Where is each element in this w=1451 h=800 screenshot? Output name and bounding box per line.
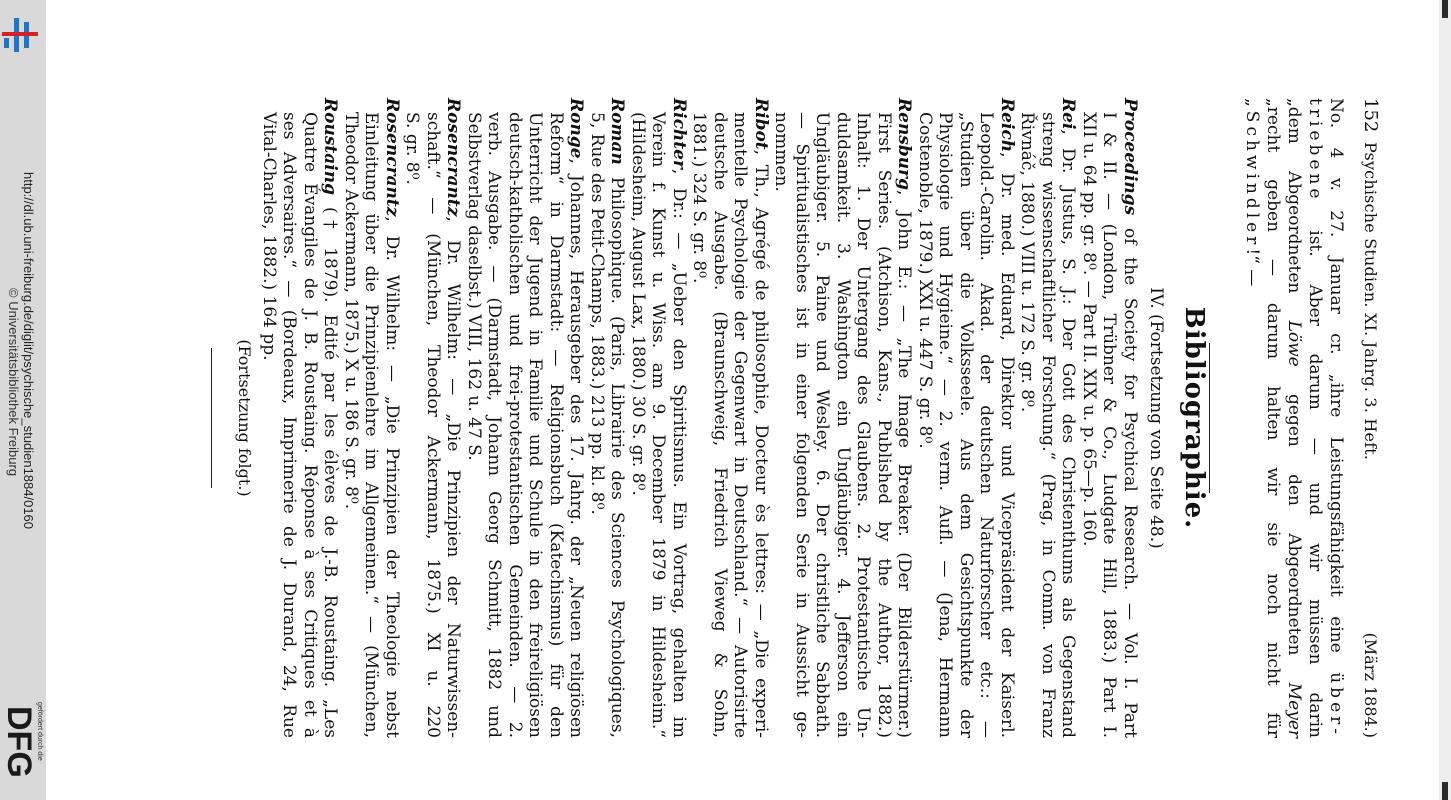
entry-line (361, 112, 382, 738)
intro-line: „dem Abgeordneten Löwe gegen den Abgeordneten Meyer (1284, 98, 1304, 739)
entry-text: 1881.) 324 S. gr. 8⁰. (689, 112, 710, 284)
continued-note: (Fortsetzung folgt.) (235, 339, 255, 497)
entry-text: deutsche Ausgabe. (Braunschweig, Friedrich Vieweg & Sohn, (710, 112, 730, 738)
entry-line (1038, 112, 1059, 738)
entry-line (935, 112, 956, 738)
entry-line (279, 112, 300, 738)
entry-text: Ungläubiger. 5. Paine und Wesley. 6. Der christliche Sabbath. (812, 112, 833, 738)
entry-line (751, 98, 772, 738)
entry-line (730, 112, 751, 738)
entry-line (792, 112, 813, 738)
entry-text: , Johannes, Herausgeber des 17. Jahrg. der „Neuen religiösen (566, 158, 587, 738)
entry-text: Vital-Charles, 1882.) 164 pp. (259, 112, 279, 361)
entry-text: , Dr. med. Eduard, Direktor und Vicepräsident der Kaiserl. (997, 152, 1017, 738)
entry-line (1120, 98, 1141, 738)
entry-text: Einleitung über die Prinzipienlehre im Allgemeinen.“ — (München, (361, 112, 382, 738)
entry-line (669, 98, 690, 738)
entry-text: Verein f. Kunst u. Wiss. am 9. December 1879 in Hildesheim.“ (648, 112, 669, 738)
entry-line (505, 112, 526, 738)
intro-line: „recht geben — darum halten wir sie noch nicht für (1263, 98, 1283, 738)
entry-line (607, 98, 628, 738)
entry-text: , Dr. Justus, S. J.: Der Gott des Christenthums als Gegenstand (1058, 129, 1079, 738)
entry-line (443, 98, 464, 738)
entry-line (484, 112, 505, 738)
entry-line (833, 112, 854, 738)
scrollbar[interactable] (1439, 0, 1451, 800)
entry-text: Řivnáč, 1880.) VIII u. 172 S. gr. 8⁰. (1017, 112, 1038, 413)
entry-text: of the Society for Psychical Research. — Vol. I. Part (1120, 215, 1140, 738)
scroll-marker-bottom (1442, 782, 1448, 800)
author-name: Ronge (566, 98, 587, 159)
entry-text: (Hildesheim, August Lax, 1880.) 30 S. gr. 8⁰. (628, 112, 648, 496)
entry-text: „Studien über die Volksseele. Aus dem Gesichtspunkte der (956, 112, 976, 738)
entry-line (1099, 112, 1120, 738)
entry-line (710, 112, 731, 738)
entry-text: Selbstverlag daselbst.) VIII, 162 u. 47 S. (464, 112, 484, 461)
dfg-logo: DFG (0, 706, 38, 778)
entry-text: — Spiritualistisches ist in einer folgenden Serie in Aussicht ge- (792, 112, 812, 738)
entry-line (915, 112, 936, 738)
entry-text: , Dr. Wilhelm: — „Die Prinzipien der Naturwissen- (443, 216, 464, 738)
author-name: Ribot (751, 98, 771, 150)
entry-line (423, 112, 444, 738)
entry-text: Reform“ in Darmstadt: — Religionsbuch (Katechismus) für den (546, 112, 566, 738)
entry-line (853, 112, 874, 738)
entry-text: nommen. (771, 112, 792, 192)
scroll-marker-top (1442, 0, 1448, 18)
copyright-notice: © Universitätsbibliothek Freiburg (6, 288, 21, 477)
author-name: Proceedings (1120, 98, 1140, 216)
entry-line (382, 98, 403, 738)
entry-text: , John E.: — „The Image Breaker. (Der Bilderstürmer.) (894, 189, 915, 738)
entry-line (525, 112, 546, 738)
page-number: 152 (1360, 98, 1381, 133)
entry-text: schaft.“ — (München, Theodor Ackermann, 1875.) XI u. 220 (423, 112, 443, 738)
scanned-page (180, 98, 1380, 738)
entry-text: Theodor Ackermann, 1875.) X u. 186 S. gr. 8⁰. (341, 112, 361, 510)
intro-line: No. 4 v. 27. Januar cr. „ihre Leistungsfähigkeit eine über- (1326, 98, 1346, 738)
entry-line (628, 112, 649, 738)
entry-line (997, 98, 1018, 738)
entry-text: I & II. — (London, Trübner & Co., Ludgate Hill, 1883.) Part I. (1099, 112, 1120, 738)
entry-line (894, 98, 915, 738)
entry-text: Physiologie und Hygieine.“ — 2. verm. Aufl. — (Jena, Hermann (935, 112, 956, 738)
entry-text: Unterricht der Jugend in Familie und Schule in den freireligiösen (525, 112, 546, 738)
issue-date: (März 1884.) (1361, 632, 1380, 738)
divider (1209, 343, 1210, 493)
author-name: Rosencrantz (443, 98, 464, 217)
entry-text: Quatre Évangiles de J. B. Roustaing. Réponse à ses Critiques et à (300, 112, 320, 738)
entry-text: S. gr. 8⁰. (402, 112, 423, 185)
author-name: Roustaing (320, 98, 341, 195)
entry-line (1017, 112, 1038, 738)
entry-text: , Dr. Wilhelm: — „Die Prinzipien der Theologie nebst (382, 216, 402, 738)
source-url[interactable]: http://dl.ub.uni-freiburg.de/diglit/psychische_studien1884/0160 (21, 172, 36, 530)
section-subtitle: IV. (Fortsetzung von Seite 48.) (1146, 287, 1166, 549)
entry-text: Leopold.-Carolin. Akad. der deutschen Naturforscher etc.: — (976, 112, 997, 738)
entry-text: , Th., Agrégé de philosophie, Docteur ès lettres: — „Die experi- (751, 149, 771, 738)
entry-text: deutsch-katholischen und frei-protestantischen Gemeinden. — 2. (505, 112, 525, 738)
divider (212, 348, 213, 488)
author-name: Rei (1058, 98, 1079, 130)
intro-line: triebene ist. Aber darum — und wir müssen darin (1305, 98, 1325, 738)
entry-line (566, 98, 587, 738)
entry-line (464, 112, 485, 738)
viewer-sidebar (0, 0, 46, 800)
entry-text: verb. Ausgabe. — (Darmstadt, Johann Georg Schmitt, 1882 und (484, 112, 505, 738)
entry-text: Costenoble, 1879.) XXI u. 447 S. gr. 8⁰. (915, 112, 935, 449)
entry-line (546, 112, 567, 738)
entry-line (956, 112, 977, 738)
entry-line (259, 112, 280, 738)
entry-text: XII u. 64 pp. gr. 8⁰. — Part II. XIX u. p. 65—p. 160. (1079, 112, 1099, 547)
entry-line (1058, 98, 1079, 738)
entry-text: 5, Rue des Petit-Champs, 1883.) 213 pp. kl. 8⁰. (587, 112, 607, 515)
entry-text: First Series. (Atchison, Kans., Published by the Author, 1882.) (874, 112, 894, 738)
author-name: Reich (997, 98, 1017, 153)
intro-line: „Schwindler!“ — (1242, 98, 1262, 287)
entry-line (1079, 112, 1100, 738)
entry-line (648, 112, 669, 738)
entry-line (812, 112, 833, 738)
entry-line (874, 112, 895, 738)
entry-line (771, 112, 792, 738)
author-name: Rosencrantz (382, 98, 402, 217)
entry-line (320, 98, 341, 738)
author-name: Rensburg (894, 98, 915, 190)
entry-text: duldsamkeit. 3. Washington ein Ungläubiger. 4. Jefferson ein (833, 112, 853, 738)
author-name: Richter (669, 98, 689, 169)
entry-line (587, 112, 608, 738)
entry-line (976, 112, 997, 738)
entry-text: streng wissenschaftlicher Forschung.“ (Prag, in Comm. von Franz (1038, 112, 1058, 738)
entry-line (689, 112, 710, 738)
entry-line (402, 112, 423, 738)
entry-text: , Dr.: — „Ueber den Spiritismus. Ein Vortrag, gehalten im (669, 168, 689, 738)
section-title: Bibliographie. (1179, 306, 1209, 530)
author-name: Roman (607, 98, 628, 165)
entry-text: ses Adversaires.“ — (Bordeaux, Imprimerie de J. Durand, 24, Rue (279, 112, 300, 738)
running-title: Psychische Studien. XI. Jahrg. 3. Heft. (1361, 142, 1380, 461)
library-logo-icon (0, 18, 40, 52)
entry-text: Philosophique. (Paris, Librairie des Sciences Psychologiques, (607, 164, 628, 738)
page-header (1358, 98, 1380, 738)
entry-text: († 1879). Edité par les élèves de J.-B. Roustaing. „Les (320, 194, 341, 738)
entry-line (341, 112, 362, 738)
entry-text: mentelle Psychologie der Gegenwart in Deutschland.“ — Autorisirte (730, 112, 751, 738)
entry-text: Inhalt: 1. Der Untergang des Glaubens. 2. Protestantische Un- (853, 112, 874, 738)
entry-line (300, 112, 321, 738)
funding-note: gefördert durch die (36, 702, 43, 761)
